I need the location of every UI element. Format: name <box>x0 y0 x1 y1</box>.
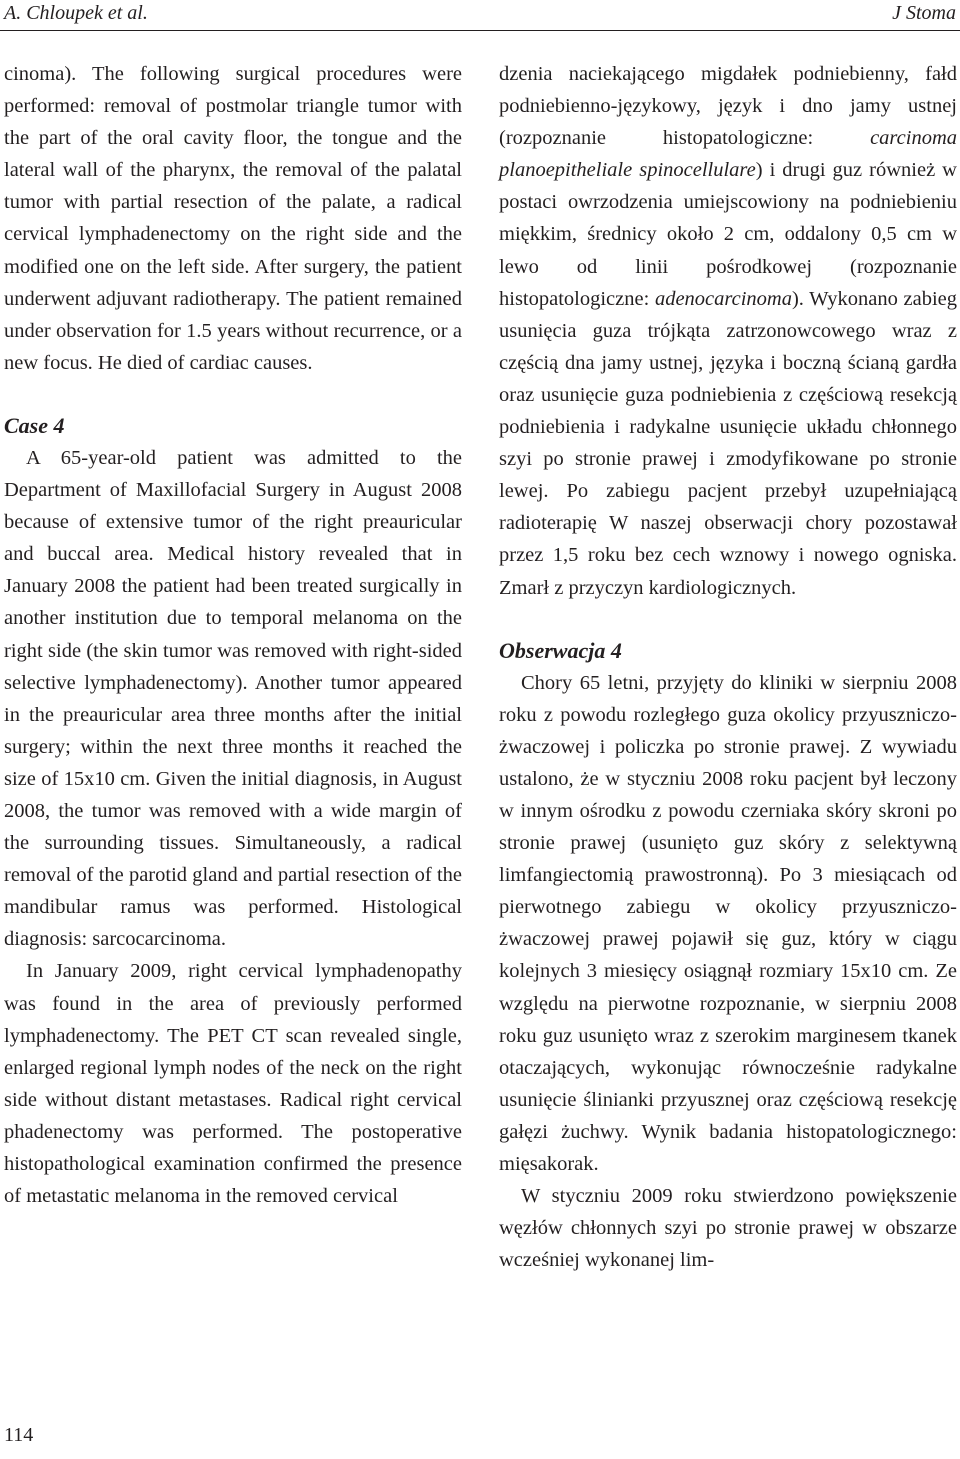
left-column <box>4 58 462 1212</box>
case-4-heading: Case 4 <box>4 412 65 438</box>
left-paragraph-3: In January 2009, right cervical lymphadenopathy was found in the area of previously performed lymphadenectomy. The PET CT scan revealed single, enlarged regional lymph nodes of the neck on the right side without distant metastases. Radical right cervical phadenectomy was performed. The postoperative histopathological examination confirmed the presence of metastatic melanoma in the removed cervical <box>4 960 462 1208</box>
right-paragraph-3: W styczniu 2009 roku stwierdzono powiększenie węzłów chłonnych szyi po stronie prawej w obszarze wcześniej wykonanej lim- <box>499 1185 957 1272</box>
running-head <box>0 0 960 31</box>
left-paragraph-2: A 65-year-old patient was admitted to the Department of Maxillofacial Surgery in August 2008 because of extensive tumor of the right preauricular and buccal area. Medical history revealed that in January 2008 the patient had been treated surgically in another institution due to temporal melanoma on the right side (the skin tumor was removed with right-sided selective lymphadenectomy). Another tumor appeared in the preauricular area three months after the initial surgery; within the next three months it reached the size of 15x10 cm. Given the initial diagnosis, in August 2008, the tumor was removed with a wide margin of the surrounding tissues. Simultaneously, a radical removal of the parotid gland and partial resection of the mandibular ramus was performed. Histological diagnosis: sarcocarcinoma. <box>4 446 462 951</box>
obserwacja-4-heading: Obserwacja 4 <box>499 637 622 663</box>
page-number: 114 <box>4 1424 34 1446</box>
left-paragraph-1 <box>4 58 462 379</box>
left-paragraph-1-text: cinoma). The following surgical procedures were performed: removal of postmolar triangle tumor with the part of the oral cavity floor, the tongue and the lateral wall of the pharynx, the removal of the palatal tumor with partial resection of the palate, a radical cervical lymphadenectomy on the right side and the modified one on the left side. After surgery, the patient underwent adjuvant radiotherapy. The patient remained under observation for 1.5 years without recurrence, or a new focus. He died of cardiac causes. <box>4 63 462 374</box>
right-paragraph-1-part-e: ). Wykonano zabieg usunięcia guza trójkąta zatrzonowcowego wraz z częścią dna jamy ustnej, języka i boczną ścianą gardła oraz usunięcie guza podniebienia z częściową resekcją podniebienia i radykalne usunięcie układu chłonnego szyi po stronie prawej i zmodyfikowane po stronie lewej. Po zabiegu pacjent przebył uzupełniającą radioterapię W naszej obserwacji chory pozostawał przez 1,5 roku bez cech wznowy i nowego ogniska. Zmarł z przyczyn kardiologicznych. <box>499 287 958 599</box>
running-head-journal: J Stoma <box>892 2 956 24</box>
right-paragraph-1-part-a: dzenia naciekającego migdałek podniebienny, fałd podniebienno-językowy, język i dno jamy ustnej (rozpoznanie histopatologiczne: <box>499 63 957 150</box>
diagnosis-adenocarcinoma-italic: adenocarcinoma <box>654 287 792 310</box>
running-head-authors: A. Chloupek et al. <box>4 2 148 24</box>
right-paragraph-1 <box>499 58 957 604</box>
right-paragraph-1-part-c: ) i drugi guz również w postaci owrzodzenia umiejscowiony na podniebieniu miękkim, średnicy około 2 cm, oddalony 0,5 cm w lewo od linii pośrodkowej (rozpoznanie histopatologiczne: <box>499 159 957 310</box>
diagnosis-carcinoma-italic: carcinoma planoepitheliale spinocellulare <box>499 127 957 182</box>
right-paragraph-2: Chory 65 letni, przyjęty do kliniki w sierpniu 2008 roku z powodu rozległego guza okolicy przyuszniczo-żwaczowej i policzka po stronie prawej. Z wywiadu ustalono, że w styczniu 2008 roku pacjent był leczony w innym ośrodku z powodu czerniaka skóry skroni po stronie prawej (usunięto guz skóry z selektywną limfangiectomią prawostronną). Po 3 miesiącach od pierwotnego zabiegu w okolicy przyuszniczo-żwaczowej prawej pojawił się guz, który w ciągu kolejnych 3 miesięcy osiągnął rozmiary 15x10 cm. Ze względu na pierwotne rozpoznanie, w sierpniu 2008 roku guz usunięto wraz z szerokim marginesem tkanek otaczających, wykonując równocześnie radykalne usunięcie ślinianki przyusznej oraz częściową resekcję gałęzi żuchwy. Wynik badania histopatologicznego: mięsakorak. <box>499 671 957 1175</box>
right-column <box>499 58 957 1276</box>
